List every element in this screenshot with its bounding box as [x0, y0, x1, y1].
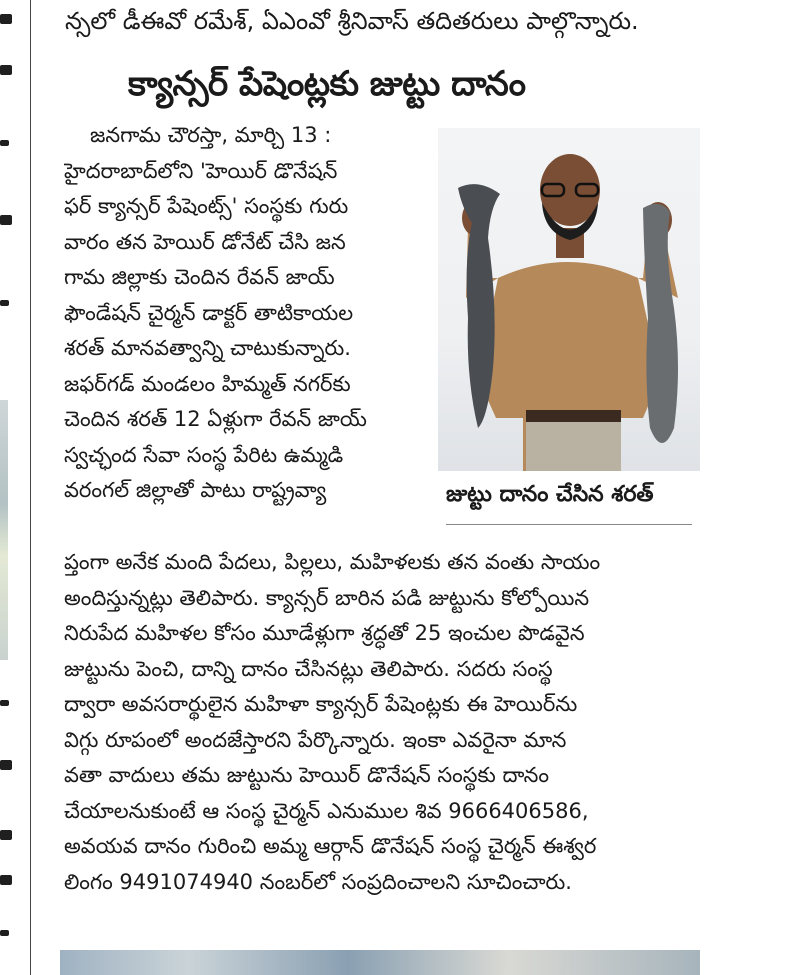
column-divider: [30, 0, 31, 975]
caption-divider: [446, 524, 692, 525]
text-fragment: [0, 875, 12, 885]
article-body-wrapped: [64, 118, 434, 509]
belt-shape: [526, 410, 621, 422]
body-line: ఫర్ క్యాన్సర్ పేషెంట్స్' సంస్థకు గురు: [64, 194, 349, 218]
body-line: గామ జిల్లాకు చెందిన రేవన్ జాయ్: [64, 265, 335, 289]
body-line: జుట్టును పెంచి, దాన్ని దానం చేసినట్లు తెలిపారు. సదరు సంస్థ: [64, 656, 553, 681]
body-line: వతా వాదులు తమ జుట్టును హెయిర్ డొనేషన్ సంస్థకు దానం: [64, 763, 550, 787]
hair-bundle-right: [643, 204, 678, 443]
article-headline: క్యాన్సర్ పేషెంట్లకు జుట్టు దానం: [128, 64, 526, 104]
dateline: జనగామ చౌరస్తా, మార్చి 13 :: [90, 123, 332, 147]
body-line: విగ్గు రూపంలో అందజేస్తారని పేర్కొన్నారు. ఇంకా ఎవరైనా మాన: [64, 727, 567, 752]
body-line: అందిస్తున్నట్లు తెలిపారు. క్యాన్సర్ బారిన పడి జుట్టును కోల్పోయిన: [64, 585, 590, 610]
text-fragment: [0, 930, 9, 936]
body-line: నిరుపేద మహిళల కోసం మూడేళ్లుగా శ్రద్ధతో 25 ఇంచుల పొడవైన: [64, 621, 585, 645]
text-fragment: [0, 830, 12, 840]
body-line: చెందిన శరత్ 12 ఏళ్లుగా రేవన్ జాయ్: [64, 407, 367, 431]
body-line: ఫౌండేషన్ చైర్మన్ డాక్టర్ తాటికాయల: [64, 300, 354, 325]
body-line: వరంగల్ జిల్లాతో పాటు రాష్ట్రవ్యా: [64, 478, 327, 502]
article-photo: [438, 128, 700, 471]
previous-article-tail: న్సలో డీఈవో రమేశ్, ఏఎంవో శ్రీనివాస్ తదితరులు పాల్గొన్నారు.: [65, 7, 639, 35]
body-line: శరత్ మానవత్వాన్ని చాటుకున్నారు.: [64, 336, 351, 360]
neighbor-photo-edge: [0, 400, 8, 660]
text-fragment: [0, 14, 12, 24]
text-fragment: [0, 140, 9, 146]
next-article-photo: [60, 950, 700, 975]
text-fragment: [0, 300, 9, 306]
body-line: వారం తన హెయిర్ డోనేట్ చేసి జన: [64, 229, 346, 254]
text-fragment: [0, 65, 12, 75]
man-holding-hair-illustration: [438, 128, 700, 471]
body-line: హైదరాబాద్‌లోని 'హెయిర్ డొనేషన్: [64, 158, 338, 183]
text-fragment: [0, 760, 12, 770]
body-line: జఫర్‌గడ్ మండలం హిమ్మత్ నగర్‌కు: [64, 371, 351, 396]
article-body-full: [64, 545, 714, 900]
body-line: చేయాలనుకుంటే ఆ సంస్థ చైర్మన్ ఎనుముల శివ 9666406586,: [64, 798, 589, 823]
photo-caption: జుట్టు దానం చేసిన శరత్: [446, 482, 654, 507]
text-fragment: [0, 700, 9, 706]
body-line: లింగం 9491074940 నంబర్‌లో సంప్రదించాలని సూచించారు.: [64, 869, 572, 894]
text-fragment: [0, 215, 12, 225]
body-line: అవయవ దానం గురించి అమ్మ ఆర్గాన్ డొనేషన్ సంస్థ చైర్మన్ ఈశ్వర: [64, 834, 597, 858]
body-line: ప్తంగా అనేక మంది పేదలు, పిల్లలు, మహిళలకు తన వంతు సాయం: [64, 550, 601, 574]
trousers-shape: [526, 422, 621, 471]
body-line: ద్వారా అవసరార్థులైన మహిళా క్యాన్సర్ పేషెంట్లకు ఈ హెయిర్‌ను: [64, 692, 578, 716]
body-line: స్వచ్ఛంద సేవా సంస్థ పేరిట ఉమ్మడి: [64, 442, 344, 467]
